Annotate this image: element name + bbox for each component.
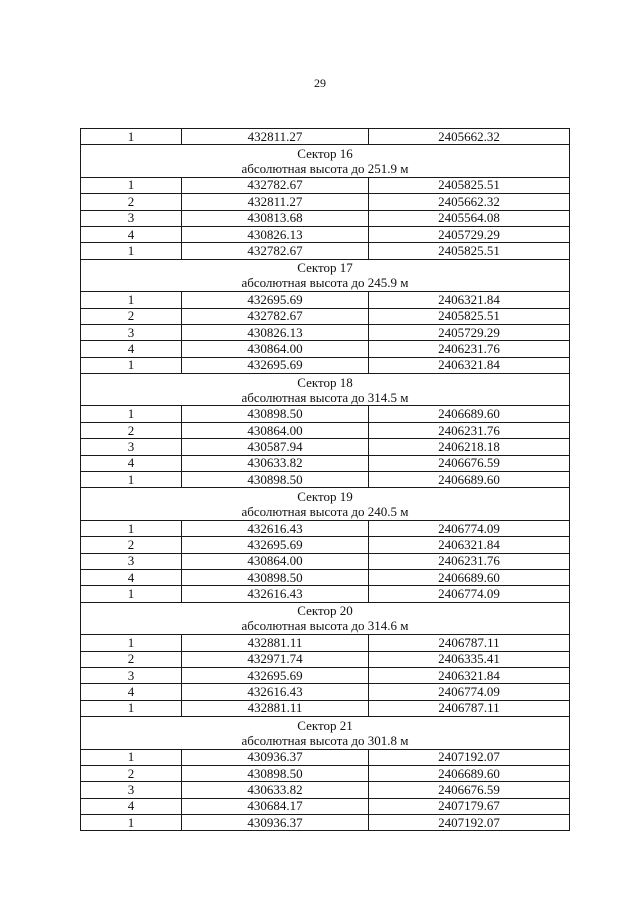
point-number-cell: 3 [81, 553, 182, 569]
table-row [81, 226, 570, 242]
table-row [81, 700, 570, 716]
table-row [81, 210, 570, 226]
table-row [81, 749, 570, 765]
sector-title: Сектор 21 [297, 717, 353, 733]
table-row [81, 651, 570, 667]
x-coordinate-cell: 430633.82 [182, 455, 369, 471]
sector-header-cell [81, 259, 570, 291]
table-row [81, 815, 570, 831]
sector-header-cell [81, 602, 570, 634]
point-number-cell: 2 [81, 308, 182, 324]
table-row [81, 292, 570, 308]
sector-header-row [81, 717, 570, 749]
sector-header-row [81, 374, 570, 406]
y-coordinate-cell: 2406231.76 [369, 553, 570, 569]
y-coordinate-cell: 2405825.51 [369, 177, 570, 193]
point-number-cell: 1 [81, 815, 182, 831]
point-number-cell: 2 [81, 537, 182, 553]
y-coordinate-cell: 2406231.76 [369, 341, 570, 357]
y-coordinate-cell: 2406321.84 [369, 357, 570, 373]
point-number-cell: 1 [81, 700, 182, 716]
x-coordinate-cell: 430813.68 [182, 210, 369, 226]
table-row [81, 177, 570, 193]
point-number-cell: 1 [81, 749, 182, 765]
x-coordinate-cell: 430864.00 [182, 341, 369, 357]
x-coordinate-cell: 432782.67 [182, 308, 369, 324]
table-row [81, 324, 570, 340]
x-coordinate-cell: 432971.74 [182, 651, 369, 667]
y-coordinate-cell: 2405729.29 [369, 226, 570, 242]
point-number-cell: 1 [81, 406, 182, 422]
x-coordinate-cell: 432695.69 [182, 292, 369, 308]
y-coordinate-cell: 2406787.11 [369, 635, 570, 651]
table-row [81, 684, 570, 700]
table-row [81, 765, 570, 781]
x-coordinate-cell: 430898.50 [182, 765, 369, 781]
point-number-cell: 4 [81, 798, 182, 814]
table-row [81, 635, 570, 651]
x-coordinate-cell: 432616.43 [182, 586, 369, 602]
x-coordinate-cell: 430898.50 [182, 406, 369, 422]
point-number-cell: 4 [81, 341, 182, 357]
y-coordinate-cell: 2406321.84 [369, 537, 570, 553]
sector-title: Сектор 16 [297, 146, 353, 162]
y-coordinate-cell: 2405825.51 [369, 308, 570, 324]
sector-altitude-limit: абсолютная высота до 245.9 м [241, 275, 409, 291]
table-row [81, 129, 570, 145]
y-coordinate-cell: 2406335.41 [369, 651, 570, 667]
x-coordinate-cell: 430684.17 [182, 798, 369, 814]
table-row [81, 357, 570, 373]
sector-altitude-limit: абсолютная высота до 314.6 м [241, 618, 409, 634]
point-number-cell: 2 [81, 194, 182, 210]
sector-title: Сектор 18 [297, 374, 353, 390]
point-number-cell: 1 [81, 292, 182, 308]
x-coordinate-cell: 432616.43 [182, 684, 369, 700]
point-number-cell: 3 [81, 210, 182, 226]
y-coordinate-cell: 2406689.60 [369, 472, 570, 488]
y-coordinate-cell: 2406321.84 [369, 292, 570, 308]
x-coordinate-cell: 432695.69 [182, 537, 369, 553]
x-coordinate-cell: 432811.27 [182, 129, 369, 145]
sector-header-row [81, 259, 570, 291]
y-coordinate-cell: 2407192.07 [369, 749, 570, 765]
coordinates-table [80, 128, 570, 831]
point-number-cell: 3 [81, 667, 182, 683]
y-coordinate-cell: 2406787.11 [369, 700, 570, 716]
x-coordinate-cell: 430898.50 [182, 569, 369, 585]
table-row [81, 553, 570, 569]
x-coordinate-cell: 432695.69 [182, 357, 369, 373]
x-coordinate-cell: 432616.43 [182, 520, 369, 536]
point-number-cell: 4 [81, 455, 182, 471]
table-row [81, 537, 570, 553]
sector-header-row [81, 602, 570, 634]
point-number-cell: 4 [81, 684, 182, 700]
sector-header-row [81, 488, 570, 520]
sector-header-cell [81, 717, 570, 749]
point-number-cell: 1 [81, 635, 182, 651]
sector-title: Сектор 20 [297, 603, 353, 619]
x-coordinate-cell: 430587.94 [182, 439, 369, 455]
sector-altitude-limit: абсолютная высота до 240.5 м [241, 504, 409, 520]
x-coordinate-cell: 432881.11 [182, 635, 369, 651]
point-number-cell: 1 [81, 586, 182, 602]
y-coordinate-cell: 2406676.59 [369, 782, 570, 798]
y-coordinate-cell: 2405662.32 [369, 194, 570, 210]
y-coordinate-cell: 2406231.76 [369, 422, 570, 438]
x-coordinate-cell: 432782.67 [182, 177, 369, 193]
table-row [81, 439, 570, 455]
y-coordinate-cell: 2405825.51 [369, 243, 570, 259]
y-coordinate-cell: 2406321.84 [369, 667, 570, 683]
x-coordinate-cell: 430936.37 [182, 815, 369, 831]
y-coordinate-cell: 2406774.09 [369, 586, 570, 602]
sector-title: Сектор 19 [297, 489, 353, 505]
x-coordinate-cell: 430936.37 [182, 749, 369, 765]
table-row [81, 472, 570, 488]
point-number-cell: 1 [81, 357, 182, 373]
table-row [81, 406, 570, 422]
x-coordinate-cell: 430826.13 [182, 324, 369, 340]
sector-altitude-limit: абсолютная высота до 314.5 м [241, 389, 409, 405]
x-coordinate-cell: 430864.00 [182, 422, 369, 438]
y-coordinate-cell: 2407179.67 [369, 798, 570, 814]
point-number-cell: 3 [81, 439, 182, 455]
sector-header-cell [81, 488, 570, 520]
sector-title: Сектор 17 [297, 260, 353, 276]
point-number-cell: 4 [81, 226, 182, 242]
x-coordinate-cell: 430826.13 [182, 226, 369, 242]
sector-header-cell [81, 145, 570, 177]
sector-header-cell [81, 374, 570, 406]
table-row [81, 455, 570, 471]
sector-altitude-limit: абсолютная высота до 301.8 м [241, 732, 409, 748]
y-coordinate-cell: 2406676.59 [369, 455, 570, 471]
table-row [81, 569, 570, 585]
x-coordinate-cell: 432881.11 [182, 700, 369, 716]
x-coordinate-cell: 430864.00 [182, 553, 369, 569]
coordinates-table-body [81, 129, 570, 831]
y-coordinate-cell: 2405729.29 [369, 324, 570, 340]
point-number-cell: 1 [81, 129, 182, 145]
y-coordinate-cell: 2406689.60 [369, 406, 570, 422]
page-number: 29 [314, 76, 326, 90]
point-number-cell: 3 [81, 324, 182, 340]
x-coordinate-cell: 430898.50 [182, 472, 369, 488]
sector-altitude-limit: абсолютная высота до 251.9 м [241, 161, 409, 177]
x-coordinate-cell: 430633.82 [182, 782, 369, 798]
point-number-cell: 1 [81, 177, 182, 193]
x-coordinate-cell: 432782.67 [182, 243, 369, 259]
table-row [81, 308, 570, 324]
y-coordinate-cell: 2406689.60 [369, 569, 570, 585]
table-row [81, 194, 570, 210]
table-row [81, 667, 570, 683]
point-number-cell: 1 [81, 520, 182, 536]
table-row [81, 243, 570, 259]
point-number-cell: 4 [81, 569, 182, 585]
y-coordinate-cell: 2406218.18 [369, 439, 570, 455]
table-row [81, 586, 570, 602]
y-coordinate-cell: 2405662.32 [369, 129, 570, 145]
y-coordinate-cell: 2405564.08 [369, 210, 570, 226]
table-row [81, 782, 570, 798]
point-number-cell: 3 [81, 782, 182, 798]
table-row [81, 798, 570, 814]
point-number-cell: 1 [81, 243, 182, 259]
point-number-cell: 1 [81, 472, 182, 488]
y-coordinate-cell: 2406774.09 [369, 520, 570, 536]
table-row [81, 520, 570, 536]
sector-header-row [81, 145, 570, 177]
y-coordinate-cell: 2406689.60 [369, 765, 570, 781]
x-coordinate-cell: 432811.27 [182, 194, 369, 210]
point-number-cell: 2 [81, 765, 182, 781]
y-coordinate-cell: 2406774.09 [369, 684, 570, 700]
point-number-cell: 2 [81, 651, 182, 667]
y-coordinate-cell: 2407192.07 [369, 815, 570, 831]
table-row [81, 422, 570, 438]
x-coordinate-cell: 432695.69 [182, 667, 369, 683]
point-number-cell: 2 [81, 422, 182, 438]
table-row [81, 341, 570, 357]
